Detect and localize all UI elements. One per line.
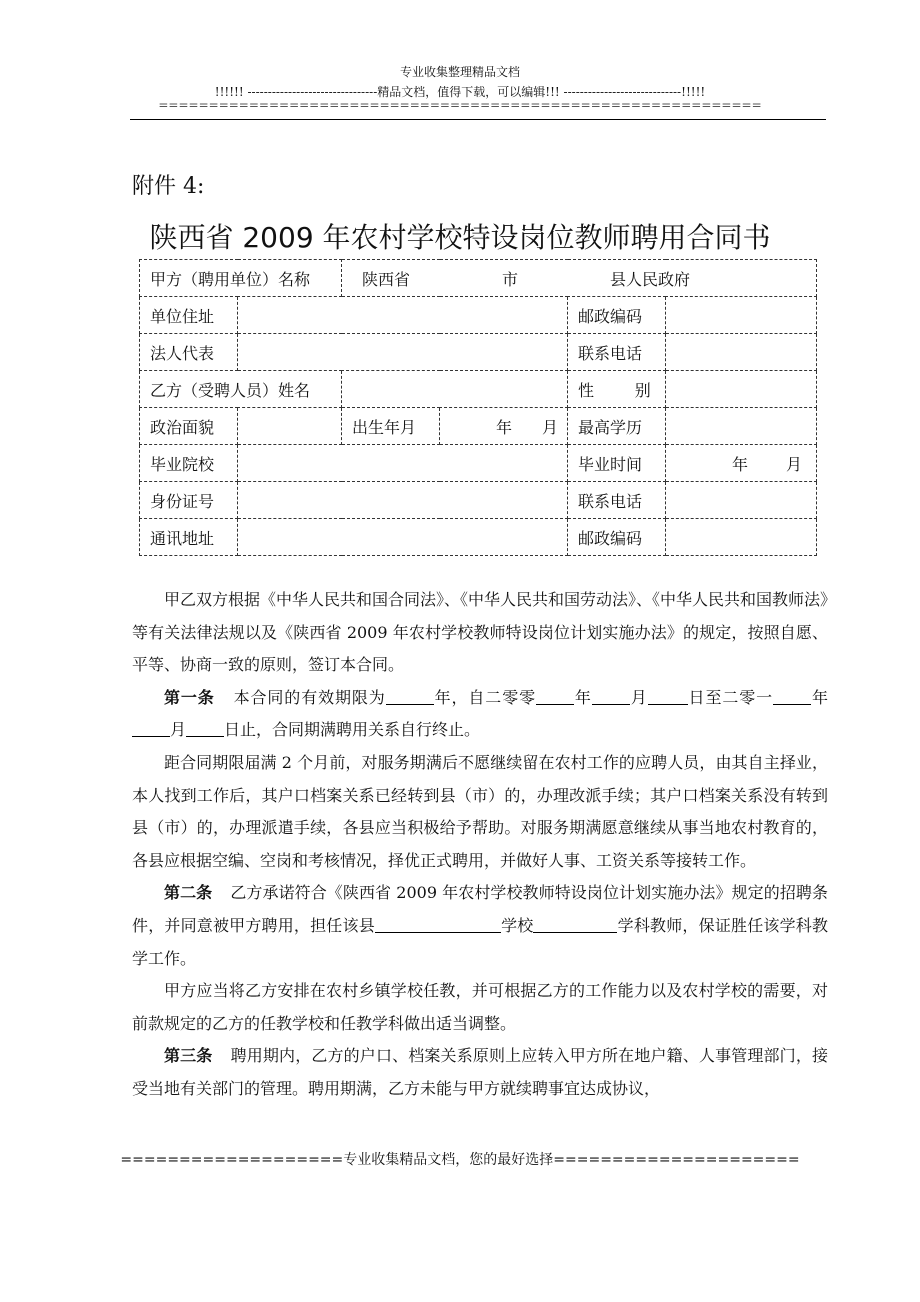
article-1-text-e: 日至二零一 bbox=[687, 687, 774, 707]
table-row bbox=[140, 371, 817, 408]
article-2-label: 第二条 bbox=[164, 883, 213, 903]
start-year-blank[interactable] bbox=[536, 686, 574, 705]
subject-blank[interactable] bbox=[533, 914, 617, 933]
postcode-value[interactable] bbox=[666, 297, 817, 334]
header-line-3: ============================================================ bbox=[158, 99, 762, 111]
article-1-text-f: 年 bbox=[811, 687, 828, 707]
postcode2-value[interactable] bbox=[666, 519, 817, 556]
grad-time-label: 毕业时间 bbox=[568, 445, 666, 482]
article-1-text-g: 月 bbox=[170, 720, 187, 740]
sex-value[interactable] bbox=[666, 371, 817, 408]
grad-month-text: 月 bbox=[786, 454, 803, 474]
end-year-blank[interactable] bbox=[773, 686, 811, 705]
article-1-text-h: 日止，合同期满聘用关系自行终止。 bbox=[224, 720, 481, 740]
address-label: 单位住址 bbox=[140, 297, 238, 334]
article-3 bbox=[132, 1040, 828, 1105]
table-row bbox=[140, 445, 817, 482]
article-1-text-c: 年 bbox=[574, 687, 592, 707]
article-1-text-b: 年，自二零零 bbox=[433, 687, 537, 707]
term-years-blank[interactable] bbox=[386, 686, 434, 705]
contract-body bbox=[132, 584, 828, 1106]
school-label: 毕业院校 bbox=[140, 445, 238, 482]
mail-address-label: 通讯地址 bbox=[140, 519, 238, 556]
legal-rep-label: 法人代表 bbox=[140, 334, 238, 371]
school-value[interactable] bbox=[238, 445, 568, 482]
article-1-text-a: 本合同的有效期限为 bbox=[232, 687, 386, 707]
province-text: 陕西省 bbox=[362, 269, 411, 289]
postcode2-label: 邮政编码 bbox=[568, 519, 666, 556]
paragraph-assignment: 甲方应当将乙方安排在农村乡镇学校任教，并可根据乙方的工作能力以及农村学校的需要，对前款规定的乙方的任教学校和任教学科做出适当调整。 bbox=[132, 981, 828, 1033]
county-school-blank[interactable] bbox=[375, 914, 501, 933]
article-3-label: 第三条 bbox=[164, 1046, 213, 1066]
postcode-label: 邮政编码 bbox=[568, 297, 666, 334]
paragraph-term-expiry: 距合同期限届满 2 个月前，对服务期满后不愿继续留在农村工作的应聘人员，由其自主择业，本人找到工作后，其户口档案关系已经转到县（市）的，办理改派手续；其户口档案关系没有转到县（市）的，办理派遣手续，各县应当积极给予帮助。对服务期满愿意继续从事当地农村教育的，各县应根据空编、空岗和考核情况，择优正式聘用，并做好人事、工资关系等接转工作。 bbox=[132, 752, 828, 870]
phone2-value[interactable] bbox=[666, 482, 817, 519]
county-text: 县人民政府 bbox=[610, 269, 691, 289]
id-label: 身份证号 bbox=[140, 482, 238, 519]
id-value[interactable] bbox=[238, 482, 568, 519]
attachment-label: 附件 4: bbox=[132, 174, 205, 199]
article-1 bbox=[132, 682, 828, 747]
table-row bbox=[140, 408, 817, 445]
sex-label: 性 别 bbox=[568, 371, 666, 408]
header-rule bbox=[130, 119, 826, 120]
table-row bbox=[140, 260, 817, 297]
phone-label: 联系电话 bbox=[568, 334, 666, 371]
phone-value[interactable] bbox=[666, 334, 817, 371]
article-2-text-a: 乙方承诺符合《陕西省 2009 年农村学校教师特设岗位计划实施办法》规定的招聘条件，并同意被甲方聘用，担任该县 bbox=[132, 883, 828, 935]
article-2-text-b: 学校 bbox=[500, 915, 534, 935]
article-1-label: 第一条 bbox=[164, 687, 215, 707]
footer-line: ===================专业收集精品文档，您的最好选择===================== bbox=[120, 1152, 800, 1168]
phone2-label: 联系电话 bbox=[568, 482, 666, 519]
end-day-blank[interactable] bbox=[186, 718, 224, 737]
education-value[interactable] bbox=[666, 408, 817, 445]
contract-info-table bbox=[139, 259, 817, 556]
grad-time-value[interactable] bbox=[666, 445, 817, 482]
end-month-blank[interactable] bbox=[132, 718, 170, 737]
table-row bbox=[140, 334, 817, 371]
table-row bbox=[140, 519, 817, 556]
article-2 bbox=[132, 877, 828, 975]
party-a-name-label: 甲方（聘用单位）名称 bbox=[140, 260, 342, 297]
intro-paragraph: 甲乙双方根据《中华人民共和国合同法》、《中华人民共和国劳动法》、《中华人民共和国教师法》等有关法律法规以及《陕西省 2009 年农村学校教师特设岗位计划实施办法》的规定，按照自愿、平等、协商一致的原则，签订本合同。 bbox=[132, 590, 829, 675]
education-label: 最高学历 bbox=[568, 408, 666, 445]
grad-year-text: 年 bbox=[732, 454, 749, 474]
address-value[interactable] bbox=[238, 297, 568, 334]
mail-address-value[interactable] bbox=[238, 519, 568, 556]
city-text: 市 bbox=[502, 269, 519, 289]
article-1-text-d: 月 bbox=[629, 687, 648, 707]
party-a-name-value[interactable] bbox=[342, 260, 817, 297]
article-3-text-a: 聘用期内，乙方的户口、档案关系原则上应转入甲方所在地户籍、人事管理部门，接受当地有关部门的管理。聘用期满，乙方未能与甲方就续聘事宜达成协议， bbox=[132, 1046, 828, 1098]
document-title: 陕西省 2009 年农村学校特设岗位教师聘用合同书 bbox=[149, 221, 771, 254]
article-2-text-c: 学科教师，保证胜任该学科教学工作。 bbox=[132, 915, 828, 968]
birth-month-text: 月 bbox=[542, 417, 559, 437]
birth-value[interactable] bbox=[440, 408, 568, 445]
header-line-2: !!!!!! --------------------------------精品文档，值得下载，可以编辑!!! -----------------------------!!!!! bbox=[214, 85, 706, 99]
political-label: 政治面貌 bbox=[140, 408, 238, 445]
party-b-name-label: 乙方（受聘人员）姓名 bbox=[140, 371, 342, 408]
party-b-name-value[interactable] bbox=[342, 371, 568, 408]
birth-year-text: 年 bbox=[496, 417, 513, 437]
table-row bbox=[140, 482, 817, 519]
political-value[interactable] bbox=[238, 408, 342, 445]
start-month-blank[interactable] bbox=[592, 686, 630, 705]
table-row bbox=[140, 297, 817, 334]
header-line-1: 专业收集整理精品文档 bbox=[399, 65, 520, 79]
birth-label: 出生年月 bbox=[342, 408, 440, 445]
start-day-blank[interactable] bbox=[648, 686, 688, 705]
legal-rep-value[interactable] bbox=[238, 334, 568, 371]
